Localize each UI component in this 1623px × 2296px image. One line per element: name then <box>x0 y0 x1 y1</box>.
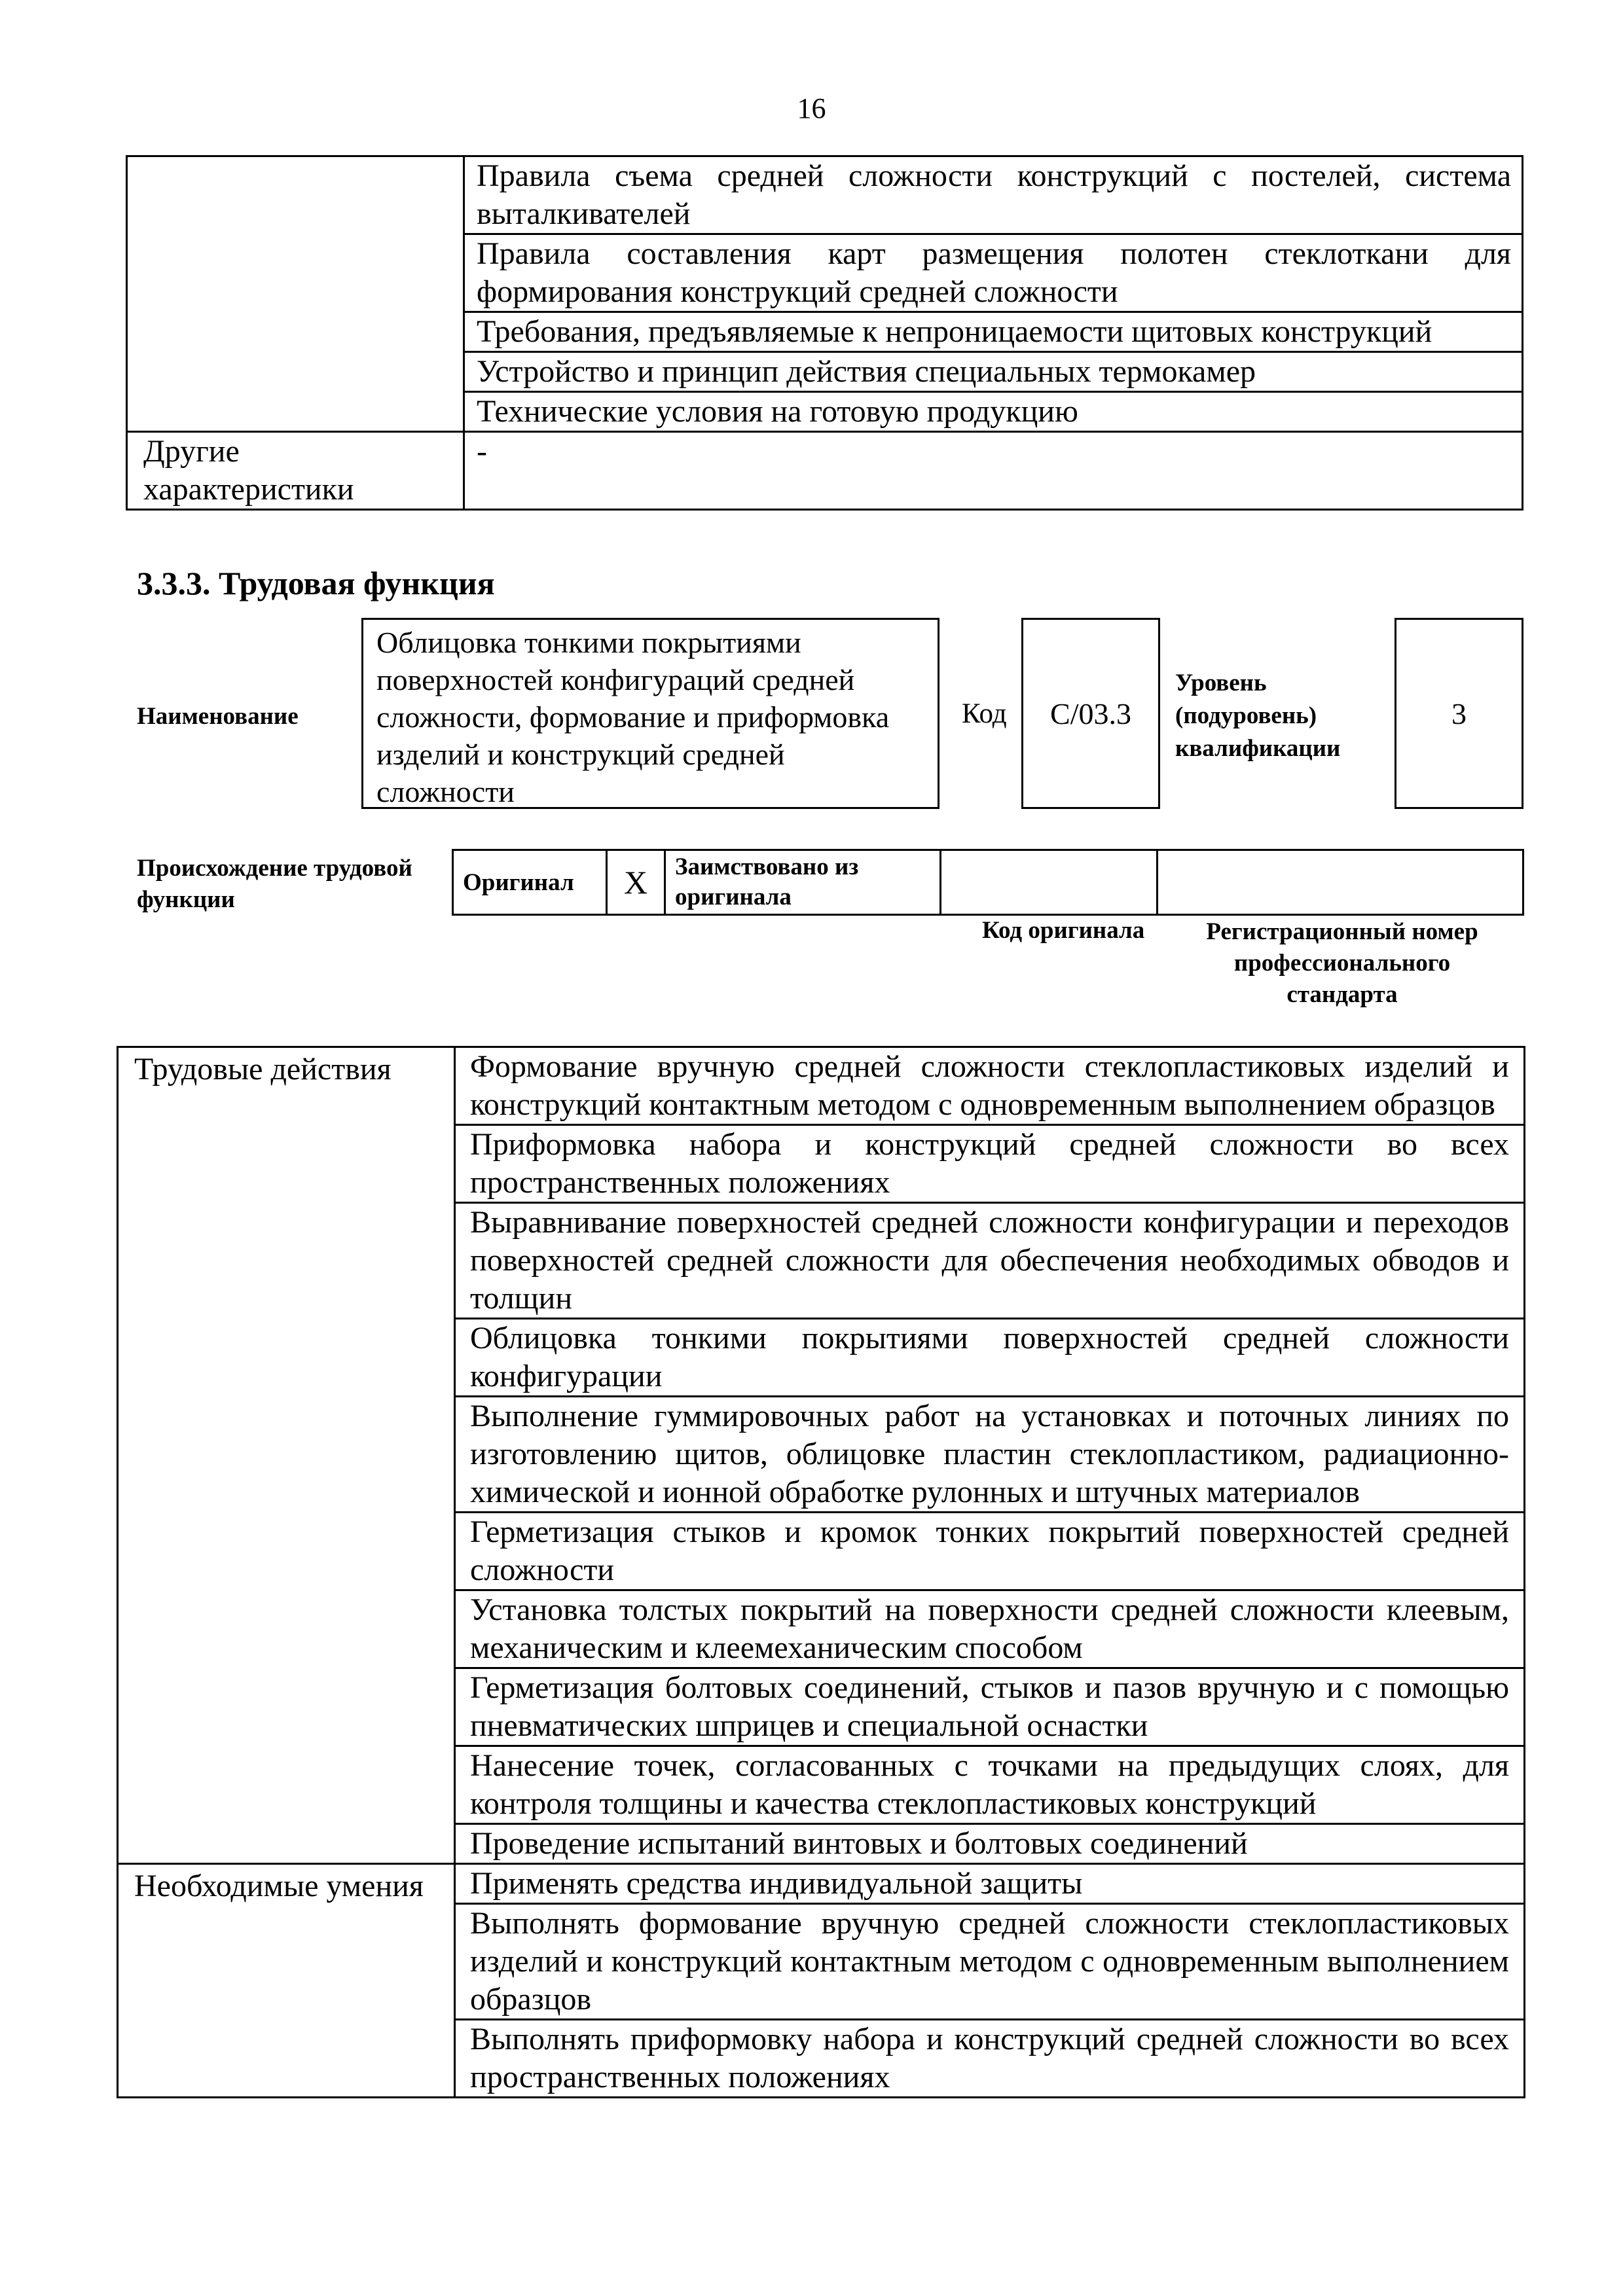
code-label: Код <box>962 698 1007 729</box>
skill-item: Выполнять формование вручную средней сложности стеклопластиковых изделий и конструкций контактным методом с одновременным выполнением образцов <box>455 1904 1525 2020</box>
original-mark: X <box>607 850 665 915</box>
table-cell: Технические условия на готовую продукцию <box>464 392 1523 432</box>
page-number: 16 <box>797 92 826 124</box>
section-heading: 3.3.3. Трудовая функция <box>137 565 495 601</box>
table-cell: Устройство и принцип действия специальных термокамер <box>464 352 1523 392</box>
empty-label-cell <box>127 156 464 432</box>
table-cell: Требования, предъявляемые к непроницаемости щитовых конструкций <box>464 312 1523 352</box>
labor-action-item: Нанесение точек, согласованных с точками на предыдущих слоях, для контроля толщины и качества стеклопластиковых конструкций <box>455 1746 1525 1824</box>
labor-action-item: Выполнение гуммировочных работ на установках и поточных линиях по изготовлению щитов, облицовке пластин стеклопластиком, радиационно-химической и ионной обработке рулонных и штучных материалов <box>455 1397 1525 1513</box>
table-row <box>127 156 1523 234</box>
origin-label <box>137 853 445 916</box>
table-cell: Правила съема средней сложности конструкций с постелей, система выталкивателей <box>464 156 1523 234</box>
table-cell: Правила составления карт размещения полотен стеклоткани для формирования конструкций средней сложности <box>464 234 1523 312</box>
labor-action-item: Выравнивание поверхностей средней сложности конфигурации и переходов поверхностей средней сложности для обеспечения необходимых обводов и толщин <box>455 1203 1525 1319</box>
table-row <box>118 1047 1525 1125</box>
level-label-text: Уровень (подуровень) квалификации <box>1175 670 1341 762</box>
name-label: Наименование <box>137 703 299 730</box>
other-characteristics-label: Другие характеристики <box>127 432 464 510</box>
skill-item: Выполнять приформовку набора и конструкций средней сложности во всех пространственных положениях <box>455 2020 1525 2098</box>
registration-number-caption: Регистрационный номер профессионального стандарта <box>1206 918 1478 1008</box>
reg-number-cell <box>1158 850 1523 915</box>
level-value: 3 <box>1451 696 1467 730</box>
skill-item: Применять средства индивидуальной защиты <box>455 1864 1525 1904</box>
labor-actions-label: Трудовые действия <box>118 1047 455 1864</box>
labor-action-item: Герметизация стыков и кромок тонких покрытий поверхностей средней сложности <box>455 1513 1525 1590</box>
labor-action-item: Установка толстых покрытий на поверхности средней сложности клеевым, механическим и клеемеханическим способом <box>455 1590 1525 1668</box>
table-row <box>127 432 1523 510</box>
origin-label-text: Происхождение трудовой функции <box>137 855 412 913</box>
knowledge-table-continuation <box>126 155 1523 511</box>
labor-action-item: Формование вручную средней сложности стеклопластиковых изделий и конструкций контактным методом с одновременным выполнением образцов <box>455 1047 1525 1125</box>
table-row <box>118 1864 1525 1904</box>
code-value: C/03.3 <box>1050 696 1131 730</box>
labor-action-item: Облицовка тонкими покрытиями поверхностей средней сложности конфигурации <box>455 1319 1525 1397</box>
origin-table <box>452 849 1524 916</box>
labor-action-item: Приформовка набора и конструкций средней сложности во всех пространственных положениях <box>455 1125 1525 1203</box>
code-box <box>1021 618 1160 809</box>
level-label <box>1175 667 1372 765</box>
function-name-box: Облицовка тонкими покрытиями поверхностей конфигураций средней сложности, формование и приформовка изделий и конструкций средней сложности <box>361 618 939 809</box>
required-skills-label: Необходимые умения <box>118 1864 455 2098</box>
labor-function-table <box>117 1046 1525 2098</box>
original-code-cell <box>941 850 1158 915</box>
level-box <box>1395 618 1523 809</box>
labor-action-item: Проведение испытаний винтовых и болтовых соединений <box>455 1824 1525 1864</box>
borrowed-label: Заимствовано из оригинала <box>665 850 941 915</box>
original-code-caption: Код оригинала <box>982 917 1145 944</box>
original-label: Оригинал <box>453 850 607 915</box>
labor-action-item: Герметизация болтовых соединений, стыков и пазов вручную и с помощью пневматических шприцев и специальной оснастки <box>455 1668 1525 1746</box>
table-row <box>453 850 1523 915</box>
other-characteristics-value: - <box>464 432 1523 510</box>
